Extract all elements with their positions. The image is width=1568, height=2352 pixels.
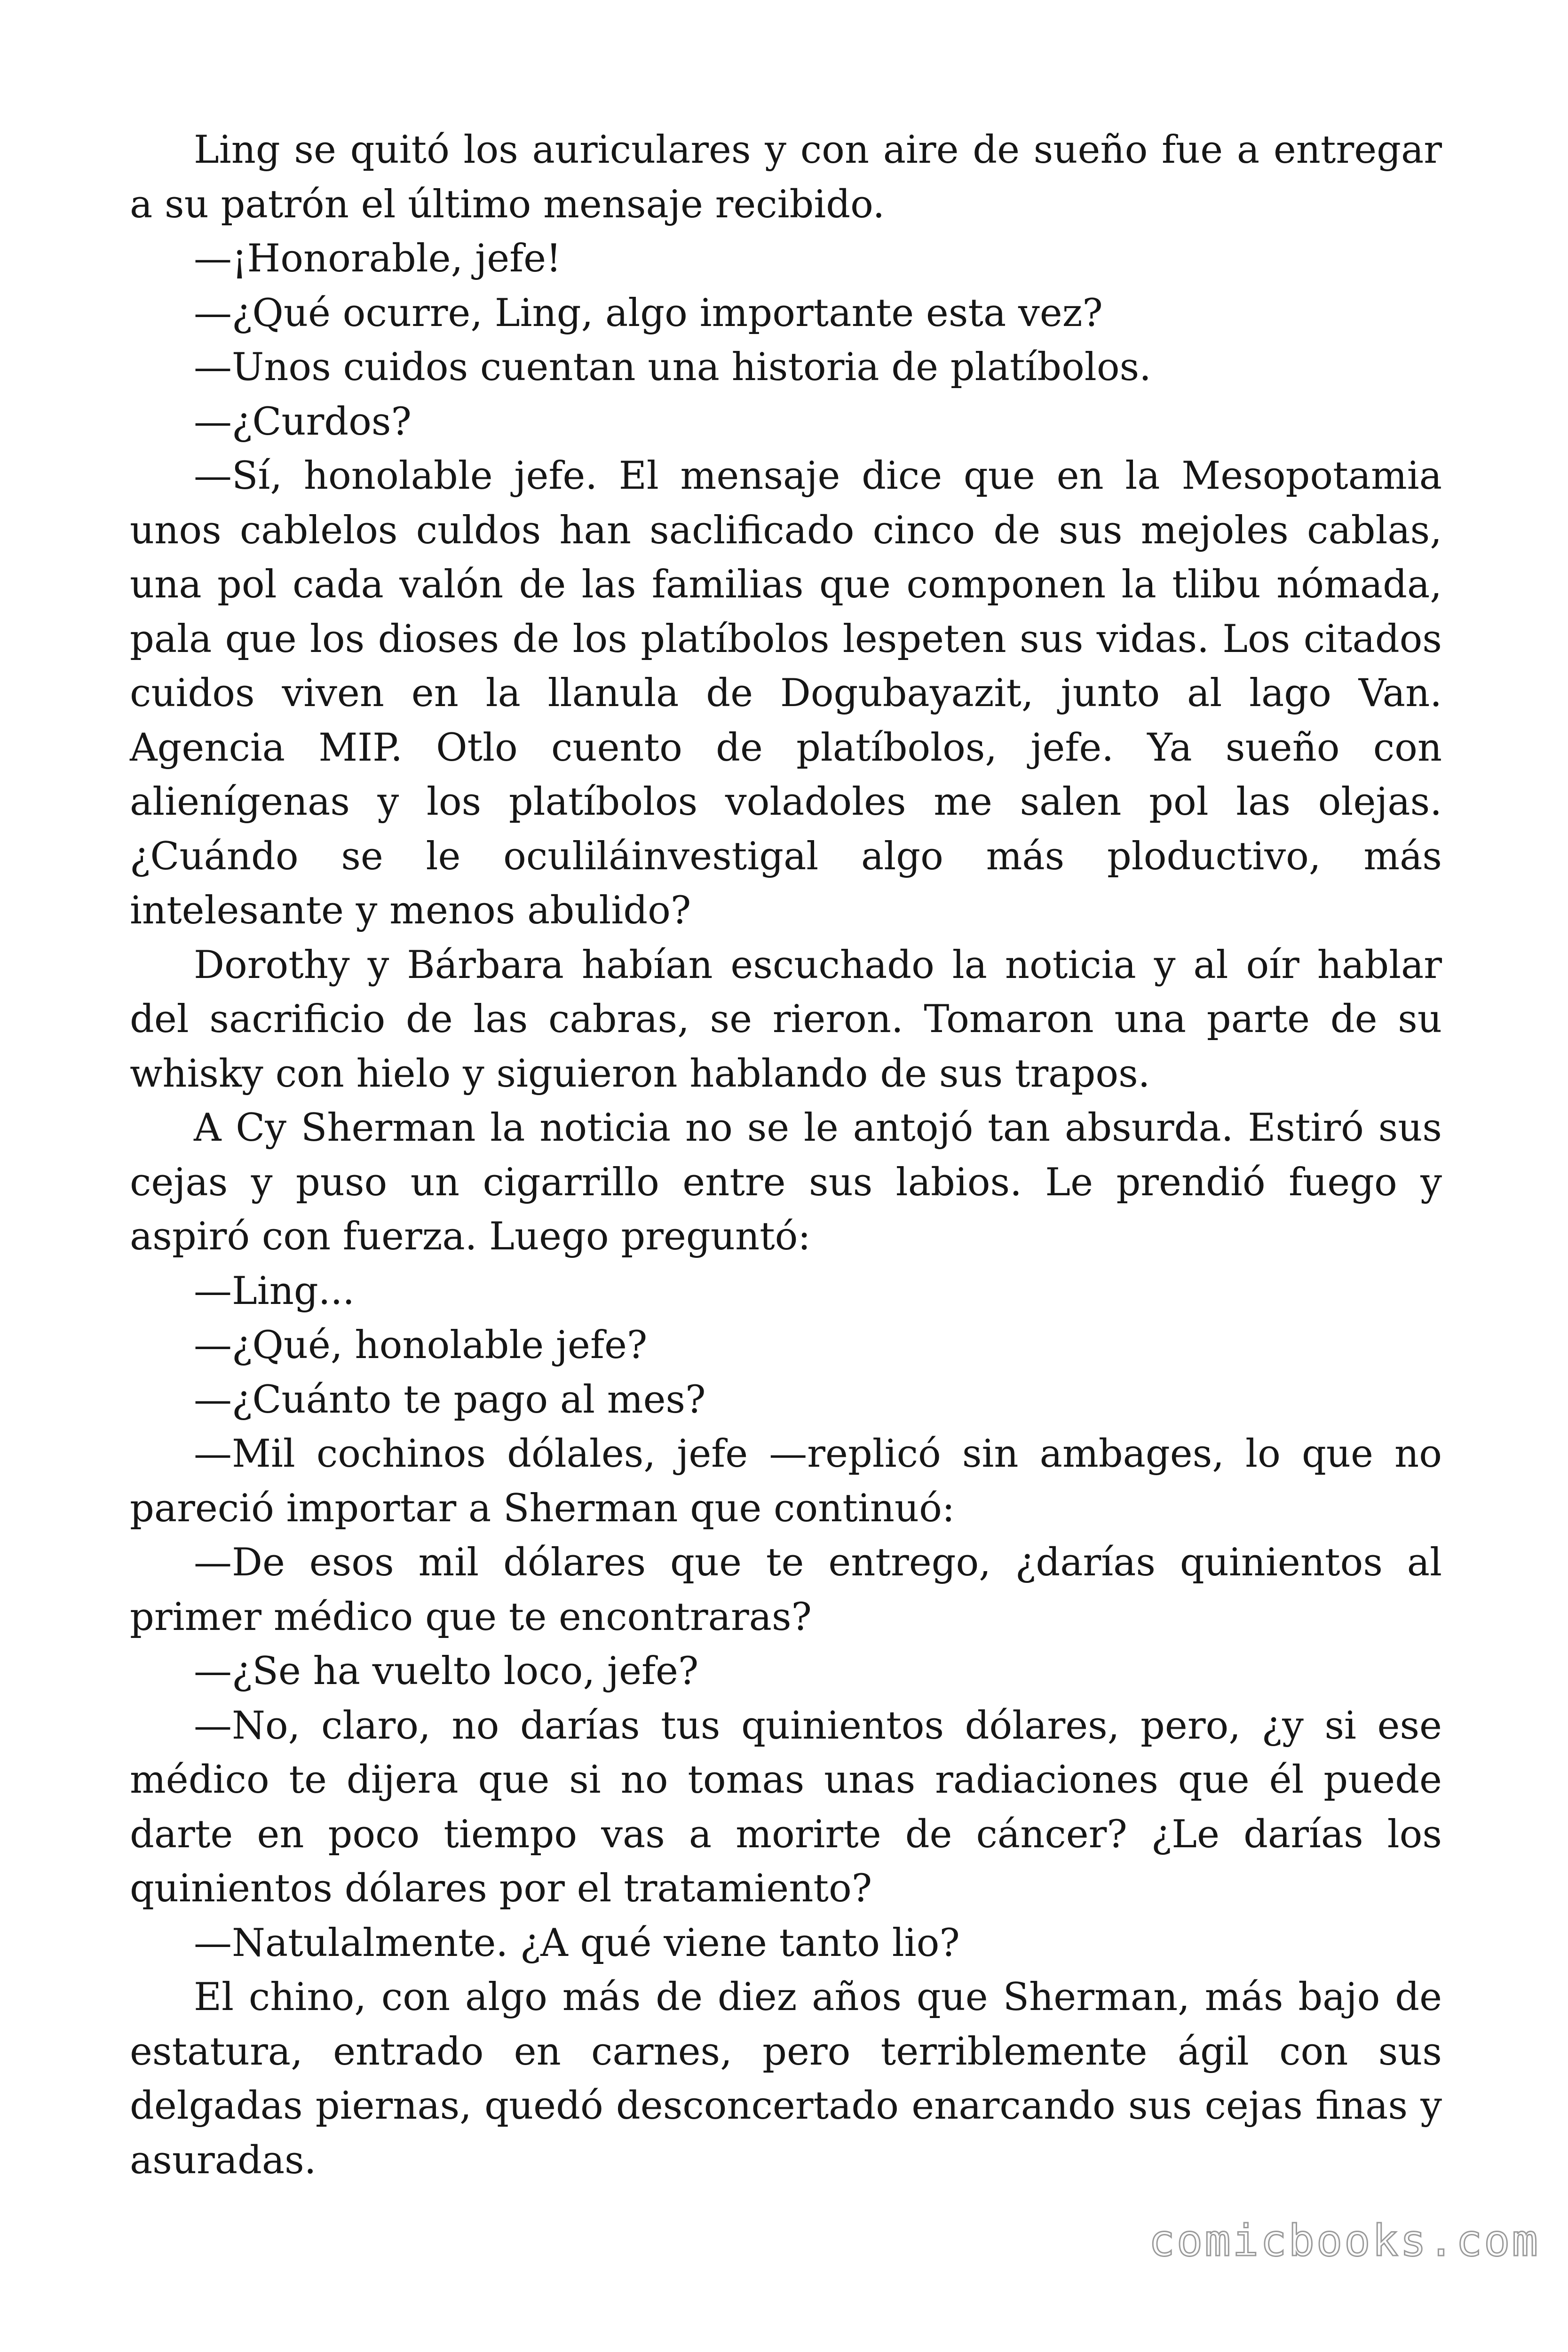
paragraph: —¿Cuánto te pago al mes? [194,1377,706,1422]
paragraph: Ling se quitó los auriculares y con aire de sueño fue a entregar a su patrón el último mensaje recibido. [130,128,1442,227]
watermark-text: comicbooks.com [1148,2216,1540,2266]
paragraph: Dorothy y Bárbara habían escuchado la noticia y al oír hablar del sacrificio de las cabras, se rieron. Tomaron una parte de su whisky con hielo y siguieron hablando de sus trapos. [130,943,1442,1096]
paragraph: —No, claro, no darías tus quinientos dólares, pero, ¿y si ese médico te dijera que si no tomas unas radiaciones que él puede darte en poco tiempo vas a morirte de cáncer? ¿Le darías los quinientos dólares por el tratamiento? [130,1703,1442,1911]
paragraph: —¿Qué ocurre, Ling, algo importante esta vez? [194,291,1103,335]
paragraph: —¿Qué, honolable jefe? [194,1323,648,1367]
paragraph: —Sí, honolable jefe. El mensaje dice que en la Mesopotamia unos cablelos culdos han saclificado cinco de sus mejoles cablas, una pol cada valón de las familias que componen la tlibu nómada, pala que los dioses de los platíbolos lespeten sus vidas. Los citados cuidos viven en la llanula de Dogubayazit, junto al lago Van. Agencia MIP. Otlo cuento de platíbolos, jefe. Ya sueño con alienígenas y los platíbolos voladoles me salen pol las olejas. ¿Cuándo se le oculiláinvestigal algo más ploductivo, más intelesante y menos abulido? [130,454,1442,933]
paragraph: El chino, con algo más de diez años que Sherman, más bajo de estatura, entrado en carnes, pero terriblemente ágil con sus delgadas piernas, quedó desconcertado enarcando sus cejas finas y asuradas. [130,1975,1442,2183]
paragraph: —¿Curdos? [194,399,412,444]
paragraph: A Cy Sherman la noticia no se le antojó tan absurda. Estiró sus cejas y puso un cigarrillo entre sus labios. Le prendió fuego y aspiró con fuerza. Luego preguntó: [130,1106,1442,1259]
paragraph: —Ling... [194,1269,355,1313]
paragraph: —Natulalmente. ¿A qué viene tanto lio? [194,1921,960,1965]
paragraph: —¡Honorable, jefe! [194,237,562,281]
paragraph: —Mil cochinos dólales, jefe —replicó sin ambages, lo que no pareció importar a Sherman que continuó: [130,1432,1442,1531]
page-body-text [130,123,1442,2188]
paragraph: —¿Se ha vuelto loco, jefe? [194,1649,699,1693]
paragraph: —De esos mil dólares que te entrego, ¿darías quinientos al primer médico que te encontraras? [130,1541,1442,1639]
paragraph: —Unos cuidos cuentan una historia de platíbolos. [194,345,1151,389]
